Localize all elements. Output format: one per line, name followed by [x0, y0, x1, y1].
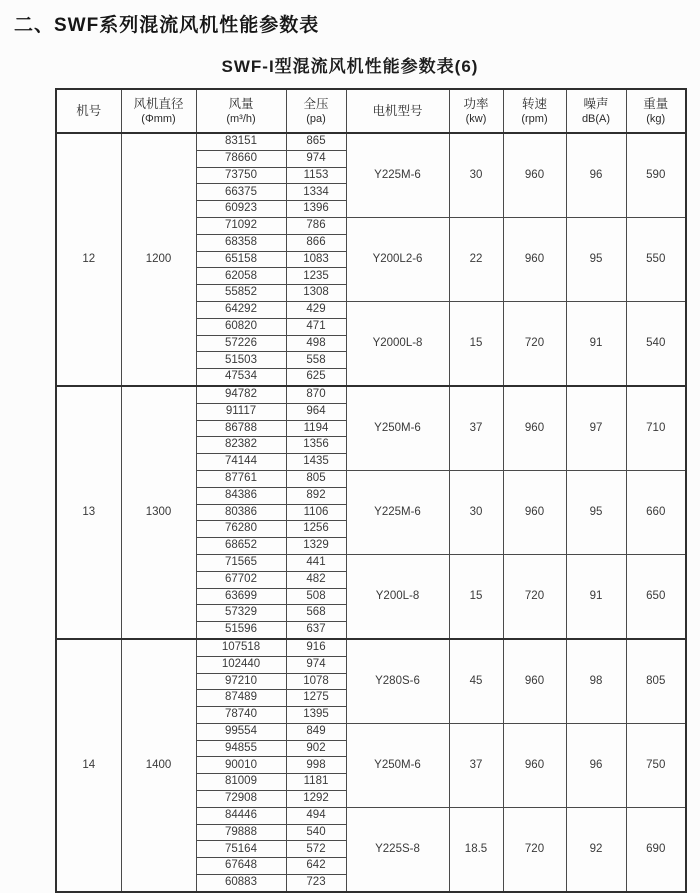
weight-cell: 710 [626, 386, 686, 470]
pressure-cell: 1334 [286, 184, 346, 201]
col-header-speed-unit: (rpm) [521, 112, 548, 125]
flow-cell: 63699 [196, 588, 286, 605]
flow-cell: 60883 [196, 875, 286, 892]
pressure-cell: 866 [286, 234, 346, 251]
pressure-cell: 1235 [286, 268, 346, 285]
pressure-cell: 998 [286, 757, 346, 774]
flow-cell: 78660 [196, 150, 286, 167]
col-header-machine-no [56, 89, 121, 133]
weight-cell: 660 [626, 470, 686, 554]
pressure-cell: 849 [286, 723, 346, 740]
motor-model-cell: Y225M-6 [346, 133, 449, 217]
machine-no-cell: 14 [56, 639, 121, 892]
pressure-cell: 1181 [286, 774, 346, 791]
pressure-cell: 471 [286, 318, 346, 335]
col-header-pressure [286, 89, 346, 133]
pressure-cell: 482 [286, 571, 346, 588]
speed-cell: 960 [503, 723, 566, 807]
motor-model-cell: Y225M-6 [346, 470, 449, 554]
flow-cell: 72908 [196, 791, 286, 808]
pressure-cell: 637 [286, 622, 346, 639]
col-header-diameter [121, 89, 196, 133]
speed-cell: 720 [503, 301, 566, 385]
col-header-pressure-label: 全压 [303, 96, 329, 111]
pressure-cell: 1356 [286, 437, 346, 454]
pressure-cell: 540 [286, 824, 346, 841]
pressure-cell: 1329 [286, 538, 346, 555]
pressure-cell: 1078 [286, 673, 346, 690]
flow-cell: 86788 [196, 420, 286, 437]
flow-cell: 51596 [196, 622, 286, 639]
speed-cell: 960 [503, 386, 566, 470]
flow-cell: 102440 [196, 656, 286, 673]
pressure-cell: 1194 [286, 420, 346, 437]
flow-cell: 47534 [196, 369, 286, 386]
flow-cell: 57329 [196, 605, 286, 622]
document-page [0, 10, 700, 889]
flow-cell: 82382 [196, 437, 286, 454]
noise-cell: 95 [566, 217, 626, 301]
noise-cell: 95 [566, 470, 626, 554]
performance-table [55, 88, 687, 893]
power-cell: 22 [449, 217, 503, 301]
weight-cell: 805 [626, 639, 686, 723]
flow-cell: 84386 [196, 487, 286, 504]
flow-cell: 64292 [196, 301, 286, 318]
pressure-cell: 870 [286, 386, 346, 403]
machine-no-cell: 12 [56, 133, 121, 386]
pressure-cell: 916 [286, 639, 346, 656]
pressure-cell: 1435 [286, 454, 346, 471]
motor-model-cell: Y225S-8 [346, 807, 449, 891]
flow-cell: 83151 [196, 133, 286, 150]
col-header-speed-label: 转速 [521, 96, 547, 111]
pressure-cell: 786 [286, 217, 346, 234]
flow-cell: 78740 [196, 707, 286, 724]
flow-cell: 84446 [196, 807, 286, 824]
pressure-cell: 568 [286, 605, 346, 622]
col-header-power-unit: (kw) [465, 112, 487, 125]
noise-cell: 96 [566, 133, 626, 217]
diameter-cell: 1200 [121, 133, 196, 386]
col-header-flow-label: 风量 [228, 96, 254, 111]
pressure-cell: 1395 [286, 707, 346, 724]
power-cell: 15 [449, 301, 503, 385]
noise-cell: 92 [566, 807, 626, 891]
col-header-power [449, 89, 503, 133]
pressure-cell: 1106 [286, 504, 346, 521]
flow-cell: 68652 [196, 538, 286, 555]
power-cell: 30 [449, 470, 503, 554]
weight-cell: 550 [626, 217, 686, 301]
table-row [56, 639, 686, 656]
flow-cell: 62058 [196, 268, 286, 285]
page-title: 二、SWF系列混流风机性能参数表 [14, 15, 320, 36]
noise-cell: 91 [566, 554, 626, 638]
pressure-cell: 1275 [286, 690, 346, 707]
weight-cell: 590 [626, 133, 686, 217]
col-header-weight-label: 重量 [643, 96, 669, 111]
pressure-cell: 974 [286, 656, 346, 673]
col-header-weight-unit: (kg) [646, 112, 666, 125]
page-subtitle: SWF-I型混流风机性能参数表(6) [221, 57, 479, 76]
col-header-motor-model-label: 电机型号 [372, 103, 423, 118]
table-row [56, 386, 686, 403]
flow-cell: 73750 [196, 167, 286, 184]
pressure-cell: 865 [286, 133, 346, 150]
col-header-speed [503, 89, 566, 133]
motor-model-cell: Y280S-6 [346, 639, 449, 723]
pressure-cell: 974 [286, 150, 346, 167]
pressure-cell: 723 [286, 875, 346, 892]
flow-cell: 87761 [196, 470, 286, 487]
col-header-diameter-label: 风机直径 [133, 96, 184, 111]
pressure-cell: 805 [286, 470, 346, 487]
pressure-cell: 1292 [286, 791, 346, 808]
speed-cell: 720 [503, 554, 566, 638]
flow-cell: 67648 [196, 858, 286, 875]
pressure-cell: 572 [286, 841, 346, 858]
noise-cell: 96 [566, 723, 626, 807]
header-row [56, 89, 686, 133]
power-cell: 45 [449, 639, 503, 723]
power-cell: 15 [449, 554, 503, 638]
flow-cell: 60923 [196, 201, 286, 218]
flow-cell: 79888 [196, 824, 286, 841]
pressure-cell: 508 [286, 588, 346, 605]
flow-cell: 94855 [196, 740, 286, 757]
pressure-cell: 429 [286, 301, 346, 318]
pressure-cell: 498 [286, 335, 346, 352]
power-cell: 18.5 [449, 807, 503, 891]
pressure-cell: 558 [286, 352, 346, 369]
col-header-power-label: 功率 [463, 96, 489, 111]
diameter-cell: 1400 [121, 639, 196, 892]
weight-cell: 690 [626, 807, 686, 891]
col-header-pressure-unit: (pa) [306, 112, 326, 125]
pressure-cell: 902 [286, 740, 346, 757]
flow-cell: 87489 [196, 690, 286, 707]
machine-no-cell: 13 [56, 386, 121, 639]
table-row [56, 133, 686, 150]
pressure-cell: 1256 [286, 521, 346, 538]
flow-cell: 97210 [196, 673, 286, 690]
noise-cell: 91 [566, 301, 626, 385]
motor-model-cell: Y2000L-8 [346, 301, 449, 385]
flow-cell: 71565 [196, 554, 286, 571]
flow-cell: 55852 [196, 285, 286, 302]
pressure-cell: 642 [286, 858, 346, 875]
flow-cell: 57226 [196, 335, 286, 352]
speed-cell: 720 [503, 807, 566, 891]
motor-model-cell: Y250M-6 [346, 723, 449, 807]
speed-cell: 960 [503, 470, 566, 554]
power-cell: 37 [449, 723, 503, 807]
motor-model-cell: Y250M-6 [346, 386, 449, 470]
flow-cell: 68358 [196, 234, 286, 251]
noise-cell: 98 [566, 639, 626, 723]
flow-cell: 99554 [196, 723, 286, 740]
pressure-cell: 494 [286, 807, 346, 824]
pressure-cell: 1083 [286, 251, 346, 268]
col-header-noise [566, 89, 626, 133]
col-header-noise-unit: dB(A) [581, 112, 611, 125]
power-cell: 30 [449, 133, 503, 217]
flow-cell: 107518 [196, 639, 286, 656]
col-header-diameter-unit: (Φmm) [141, 112, 176, 125]
flow-cell: 75164 [196, 841, 286, 858]
col-header-noise-label: 噪声 [583, 96, 609, 111]
pressure-cell: 964 [286, 403, 346, 420]
col-header-weight [626, 89, 686, 133]
power-cell: 37 [449, 386, 503, 470]
flow-cell: 71092 [196, 217, 286, 234]
weight-cell: 750 [626, 723, 686, 807]
flow-cell: 65158 [196, 251, 286, 268]
speed-cell: 960 [503, 133, 566, 217]
flow-cell: 90010 [196, 757, 286, 774]
flow-cell: 51503 [196, 352, 286, 369]
pressure-cell: 441 [286, 554, 346, 571]
pressure-cell: 625 [286, 369, 346, 386]
flow-cell: 66375 [196, 184, 286, 201]
col-header-flow-unit: (m³/h) [226, 112, 256, 125]
col-header-motor-model [346, 89, 449, 133]
speed-cell: 960 [503, 639, 566, 723]
pressure-cell: 1396 [286, 201, 346, 218]
weight-cell: 540 [626, 301, 686, 385]
flow-cell: 67702 [196, 571, 286, 588]
col-header-machine-no-label: 机号 [76, 103, 102, 118]
flow-cell: 81009 [196, 774, 286, 791]
flow-cell: 91117 [196, 403, 286, 420]
col-header-flow [196, 89, 286, 133]
motor-model-cell: Y200L2-6 [346, 217, 449, 301]
diameter-cell: 1300 [121, 386, 196, 639]
pressure-cell: 892 [286, 487, 346, 504]
flow-cell: 94782 [196, 386, 286, 403]
weight-cell: 650 [626, 554, 686, 638]
pressure-cell: 1308 [286, 285, 346, 302]
flow-cell: 80386 [196, 504, 286, 521]
noise-cell: 97 [566, 386, 626, 470]
flow-cell: 60820 [196, 318, 286, 335]
flow-cell: 76280 [196, 521, 286, 538]
pressure-cell: 1153 [286, 167, 346, 184]
speed-cell: 960 [503, 217, 566, 301]
motor-model-cell: Y200L-8 [346, 554, 449, 638]
flow-cell: 74144 [196, 454, 286, 471]
